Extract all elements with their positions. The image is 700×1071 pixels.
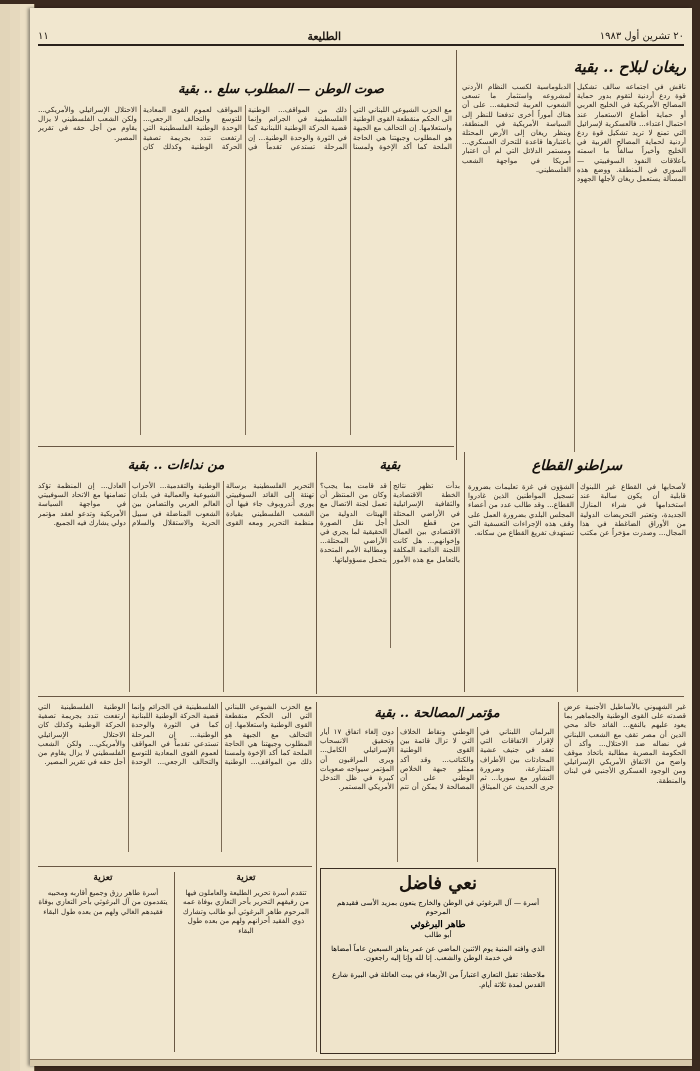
newspaper-page [30,8,692,1066]
page-number: ١١ [38,30,49,42]
article-sector-residents-title: سراطنو القطاع [531,458,623,474]
article-bottom-left-text [38,702,312,862]
section-rule [38,446,454,447]
publication-name: الطليعة [307,29,342,43]
obituary-kunya: أبو طالب [424,930,452,940]
article-bottom-right [564,702,686,1052]
obituary-name: طاهر البرغوثي [410,919,466,930]
obituary-title: نعي فاضل [399,873,477,894]
masthead [38,28,684,46]
article-remainder-mid-title: بقية [379,458,401,473]
obituary-details: الذي وافته المنية يوم الاثنين الماضي عن عمر يناهز السبعين عاماً أمضاها في خدمة الوطن والشعب. إنا لله وإنا إليه راجعون. [331,943,545,963]
condolence-right [180,872,312,1052]
article-calls-body: التحرير الفلسطينية برسالة تهنئة إلى القائد السوفييتي يوري أندروبوف جاء فيها أن الشعب الفلسطيني بقيادة منظمة التحرير ومعه القوى الوطنية والتقدمية... الأحزاب الشيوعية والعمالية في بلدان العالم العربي والتضامن بين الشعوب المناضلة في سبيل الحرية والاستقلال والسلام العادل... إن المنظمة تؤكد تضامنها مع الاتحاد السوفييتي في مواجهة السياسة الأمريكية وتدعو لعقد مؤتمر دولي يشارك فيه الجميع. [38,481,314,527]
obituary-box [320,868,556,1054]
page-bottom-edge [30,1059,692,1066]
article-reagan-title: ريغان لبلاح .. بقية [573,58,686,76]
article-national-voice-body: مع الحزب الشيوعي اللبناني التي الى الحكم منقطعة القوى الوطنية واستعلامها. إن التحالف مع الجبهة هو المطلوب وجبهتنا هي الحاجة الملحة كما أكد الإخوة ولمسنا ذلك من المواقف... الوطنية الفلسطينية في الجرائم وإنما قضية الحركة الوطنية اللبنانية كما في الثورة والوحدة الوطنية... إن المرحلة تستدعي تقدماً في المواقف لعموم القوى المعادية للتوسع والتحالف الرجعي... الوحدة الوطنية الفلسطينية التي ارتفعت تندد بجريمة تصفية الحركة الوطنية وكذلك كان الاحتلال الإسرائيلي والأمريكي... ولكن الشعب الفلسطيني لا يزال يقاوم من أجل حقه في تقرير المصير. [38,105,452,151]
column-rule [558,702,559,1052]
article-bottom-right-body: غير الشهيوني بالأساطيل الأجنبية عرض قصدته على القوى الوطنية والجماهير بما يعود عليهم بالنفع... القائد خالد محي الدين أن مصر تقف مع الشعب اللبناني في نضاله ضد الاحتلال... وأكد أن الحكومة المصرية مطالبة باتخاذ موقف واضح من الاتفاق الأمريكي الإسرائيلي ومن الوجود العسكري الأجنبي في لبنان والمنطقة. [564,702,686,785]
condolence-left-body: أسرة طاهر رزق وجميع أقاربه ومحبيه يتقدمون من آل البرغوثي بأحر التعازي بوفاة فقيدهم الغالي ولهم من بعده طول البقاء [38,887,168,916]
condolence-left [38,872,168,1052]
article-conference [320,702,554,862]
column-rule [456,50,457,460]
article-national-voice-title: صوت الوطن — المطلوب سلع .. بقية [178,82,384,97]
article-calls [38,452,314,692]
issue-date: ٢٠ تشرين أول ١٩٨٣ [599,30,684,42]
condolence-right-header: تعزية [236,873,256,883]
obituary-intro: أسرة — آل البرغوثي في الوطن والخارج ينعون بمزيد الأسى فقيدهم المرحوم [336,898,540,917]
section-rule [38,696,684,697]
article-reagan-body: ناقش في اجتماعه سالف تشكيل قوة ردع أردنية لتقوم بدور حماية المصالح الأمريكية في الخليج العربي أو حماية أطماع الاستعمار عند احتمال اعتداء... فالعسكرية لإسرائيل التي تمنع لا تريد تشكيل قوة ردع أردنية لحماية المصالح الغربية في الخليج وأخيراً سالفاً ما اسمته بأعلاقات النفوذ السوفييتي — السوري في المنطقة. ووضع هذه المسألة يستعمل ريغان لأجلها الجهود الدبلوماسية لكسب النظام الأردني لمشروعه واستثمار ما تسعى الشعوب العربية لتحقيقه... على أن هناك أموراً أخرى تدفعنا للنظر إلى السياسة الأمريكية في المنطقة، وينظر ريغان إلى الأرض المحتلة باعتبارها قاعدة للتحرك العسكري... ومستمر الدلائل التي لم أن اعتبار أمريكا في مواجهة الشعب الفلسطيني. [462,82,686,184]
article-reagan [462,52,686,462]
column-rule [464,452,465,692]
article-sector-residents [468,452,686,692]
column-rule [174,872,175,1052]
article-sector-residents-body: لأصحابها في القطاع غير اللبنوك قابلية أن يكون سالبة عند استخدامها في شراء المنازل الجديدة، وتعتبر التحريضات الدولية من الأوراق الضاغطة في هذا المجال... وصدرت مؤخراً عن مكتب الشؤون في غزة تعليمات بضرورة تسجيل المواطنين الذين غادروا القطاع... وقد طالب عدد من أعضاء المجلس البلدي بضرورة العمل على وقف هذه الإجراءات التعسفية التي تستهدف تفريغ القطاع من سكانه. [468,482,686,538]
section-rule [38,866,312,867]
article-conference-title: مؤتمر المصالحة .. بقية [374,706,500,721]
article-national-voice [38,52,452,442]
column-rule [316,452,317,694]
condolence-right-body: تتقدم أسرة تحرير الطليعة والعاملون فيها من رفيقهم التحرير بأحر التعازي بوفاة عمه المرحوم طاهر البرغوثي أبو طالب وتشارك ذوي الفقيد أحزانهم ولهم من بعده طول البقاء [182,887,310,935]
article-conference-body: البرلمان اللبناني في لإقرار الاتفاقات التي تعقد في جنيف عشية المحادثات بين الأطراف المتنازعة، وضرورة التشاور مع سوريا... ثم جرى الحديث عن الميثاق الوطني ونقاط الخلاف التي لا تزال قائمة بين القوى الوطنية والكتائب... وقد أكد ممثلو جبهة الخلاص الوطني على أن المصالحة لا يمكن أن تتم دون إلغاء اتفاق ١٧ أيار وتحقيق الانسحاب الإسرائيلي الكامل... ويرى المراقبون أن المؤتمر سيواجه صعوبات كبيرة في ظل التدخل الأمريكي المستمر. [320,727,554,792]
condolence-left-header: تعزية [93,873,113,883]
article-remainder-mid-body: بدأت تظهر نتائج الخطة الاقتصادية والثقافية الإسرائيلية في الأراضي المحتلة من قطع الحبل الاقتصادي بين العمال وإخوانهم... هل كانت اللجنة الدائمة المكلفة بالتعامل مع هذه الأمور قد قامت بما يجب؟ وكان من المنتظر أن تعمل لجنة الاتصال مع الهيئات الدولية من أجل نقل الصورة الحقيقية لما يجري في الأراضي المحتلة... ومطالبة الأمم المتحدة بتحمل مسؤولياتها. [320,481,460,564]
article-sector [320,478,460,488]
article-calls-title: من نداءات .. بقية [127,458,225,473]
article-bottom-left-body: مع الحزب الشيوعي اللبناني التي الى الحكم منقطعة القوى الوطنية واستعلامها. إن التحالف مع الجبهة هو المطلوب وجبهتنا هي الحاجة الملحة كما أكد الإخوة ولمسنا ذلك من المواقف... الوطنية الفلسطينية في الجرائم وإنما قضية الحركة الوطنية اللبنانية كما في الثورة والوحدة الوطنية... إن المرحلة تستدعي تقدماً في المواقف لعموم القوى المعادية للتوسع والتحالف الرجعي... الوحدة الوطنية الفلسطينية التي ارتفعت تندد بجريمة تصفية الحركة الوطنية وكذلك كان الاحتلال الإسرائيلي والأمريكي... ولكن الشعب الفلسطيني لا يزال يقاوم من أجل حقه في تقرير المصير. [38,702,312,767]
obituary-note: ملاحظة: تقبل التعازي اعتباراً من الأربعاء في بيت العائلة في البيرة شارع القدس لمدة ثلاثة أيام. [332,970,545,989]
column-rule [316,702,317,1052]
